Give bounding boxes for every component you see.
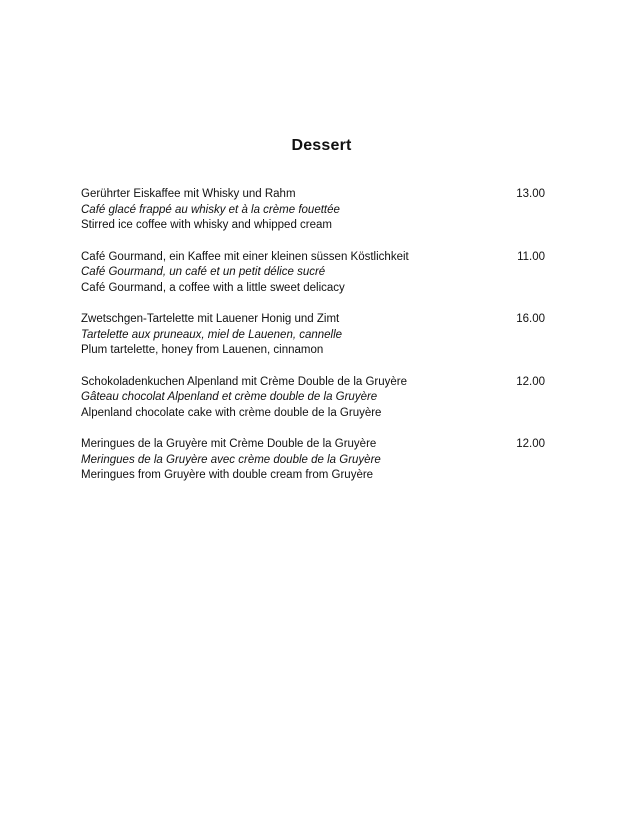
menu-item (81, 437, 551, 500)
item-name-french: Gâteau chocolat Alpenland et crème double de la Gruyère (81, 391, 378, 403)
item-name-french: Meringues de la Gruyère avec crème double de la Gruyère (81, 453, 381, 466)
item-name-german: Café Gourmand, ein Kaffee mit einer kleinen süssen Köstlichkeit (81, 250, 409, 263)
item-name-english: Stirred ice coffee with whisky and whipped cream (81, 219, 332, 231)
item-price: 13.00 (516, 188, 545, 200)
item-name-german: Zwetschgen-Tartelette mit Lauener Honig und Zimt (81, 313, 340, 325)
item-price: 12.00 (516, 375, 545, 388)
menu-item (81, 250, 551, 313)
item-price: 11.00 (517, 250, 545, 263)
item-name-english: Alpenland chocolate cake with crème double de la Gruyère (81, 406, 382, 419)
dessert-list (81, 187, 551, 500)
item-name-german: Schokoladenkuchen Alpenland mit Crème Double de la Gruyère (81, 375, 408, 388)
page-title: Dessert (291, 137, 352, 154)
item-name-german: Meringues de la Gruyère mit Crème Double de la Gruyère (81, 438, 377, 450)
item-name-french: Café glacé frappé au whisky et à la crème fouettée (81, 203, 340, 216)
menu-item (81, 375, 551, 438)
item-price: 16.00 (516, 313, 545, 325)
item-name-french: Tartelette aux pruneaux, miel de Lauenen, cannelle (81, 328, 343, 341)
item-name-english: Plum tartelette, honey from Lauenen, cinnamon (81, 344, 324, 356)
item-name-english: Meringues from Gruyère with double cream from Gruyère (81, 469, 374, 481)
item-name-english: Café Gourmand, a coffee with a little sweet delicacy (81, 281, 345, 294)
item-name-german: Gerührter Eiskaffee mit Whisky und Rahm (81, 188, 296, 200)
menu-item (81, 187, 551, 250)
menu-item (81, 312, 551, 375)
item-price: 12.00 (516, 438, 545, 450)
item-name-french: Café Gourmand, un café et un petit délice sucré (81, 266, 326, 278)
